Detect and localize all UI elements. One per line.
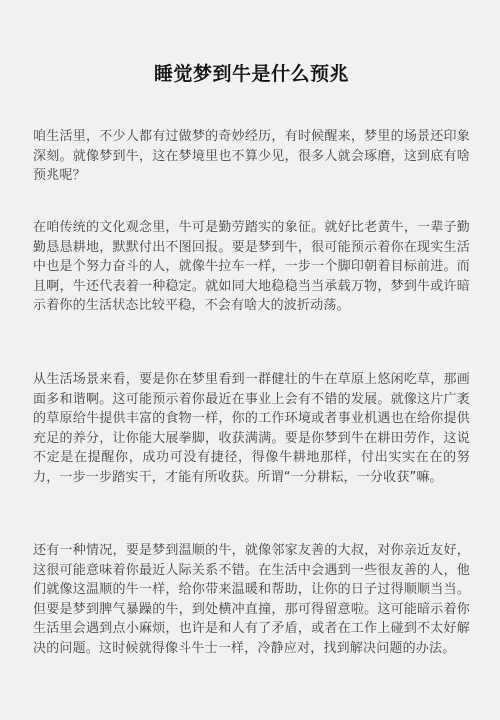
paragraph-culture: 在咱传统的文化观念里，牛可是勤劳踏实的象征。就好比老黄牛，一辈子勤勤恳恳耕地，默默付出不图回报。要是梦到牛，很可能预示着你在现实生活中也是个努力奋斗的人，就像牛拉车一样，一步一个脚印朝着目标前进。而且啊，牛还代表着一种稳定。就如同大地稳稳当当承载万物，梦到牛或许暗示着你的生活状态比较平稳，不会有啥大的波折动荡。 — [33, 220, 470, 313]
paragraph-temperament: 还有一种情况，要是梦到温顺的牛，就像邻家友善的大叔，对你亲近友好，这很可能意味着你最近人际关系不错。在生活中会遇到一些很友善的人，他们就像这温顺的牛一样，给你带来温暖和帮助，让你的日子过得顺顺当当。但要是梦到脾气暴躁的牛，到处横冲直撞，那可得留意啦。这可能暗示着你生活里会遇到点小麻烦，也许是和人有了矛盾，或者在工作上碰到不太好解决的问题。这时候就得像斗牛士一样，冷静应对，找到解决问题的办法。 — [33, 543, 470, 656]
paragraph-life-scenes: 从生活场景来看，要是你在梦里看到一群健壮的牛在草原上悠闲吃草，那画面多和谐啊。这可能预示着你最近在事业上会有不错的发展。就像这片广袤的草原给牛提供丰富的食物一样，你的工作环境或者事业机遇也在给你提供充足的养分，让你能大展拳脚，收获满满。要是你梦到牛在耕田劳作，这说不定是在提醒你，成功可没有捷径，得像牛耕地那样，付出实实在在的努力，一步一步踏实干，才能有所收获。所谓“一分耕耘，一分收获”嘛。 — [33, 372, 470, 485]
paragraph-intro: 咱生活里，不少人都有过做梦的奇妙经历，有时候醒来，梦里的场景还印象深刻。就像梦到牛，这在梦境里也不算少见，很多人就会琢磨，这到底有啥预兆呢？ — [33, 129, 470, 183]
article-title: 睡觉梦到牛是什么预兆 — [153, 63, 349, 85]
